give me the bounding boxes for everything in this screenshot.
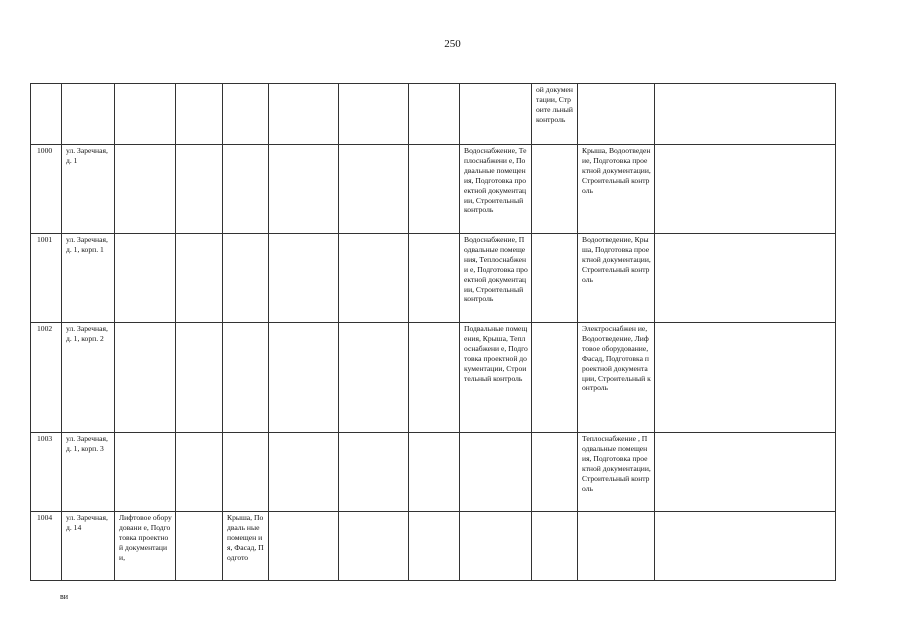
table-cell xyxy=(460,433,532,512)
table-cell xyxy=(176,512,223,581)
table-cell xyxy=(339,84,409,145)
repair-schedule-table xyxy=(30,83,836,581)
table-cell: Крыша, Подваль ные помещен ия, Фасад, Подгото xyxy=(223,512,269,581)
table-cell xyxy=(409,234,460,323)
table-cell: Водоотведение, Крыша, Подготовка проектной документации, Строительный контроль xyxy=(578,234,655,323)
table-cell xyxy=(176,84,223,145)
table-cell xyxy=(409,512,460,581)
table-cell xyxy=(176,234,223,323)
table-cell xyxy=(409,323,460,433)
table-cell: Водоснабжение, Теплоснабжени е, Подвальные помещения, Подготовка проектной документации, Строительный контроль xyxy=(460,145,532,234)
table-cell xyxy=(339,323,409,433)
row-number: 1003 xyxy=(31,433,62,512)
table-row xyxy=(31,433,836,512)
table-cell xyxy=(176,433,223,512)
table-cell xyxy=(269,433,339,512)
table-cell xyxy=(532,512,578,581)
table-cell xyxy=(655,234,836,323)
table-cell xyxy=(115,84,176,145)
table-cell xyxy=(578,84,655,145)
table-cell: Лифтовое оборудовани е, Подготовка проектной документаци и, xyxy=(115,512,176,581)
table-cell xyxy=(223,433,269,512)
table-cell xyxy=(655,145,836,234)
table-cell xyxy=(269,84,339,145)
address-cell: ул. Заречная, д. 1 xyxy=(62,145,115,234)
table-cell xyxy=(269,512,339,581)
table-cell: Водоснабжение, Подвальные помещения, Теплоснабжени е, Подготовка проектной документации, Строительный контроль xyxy=(460,234,532,323)
table-cell xyxy=(223,145,269,234)
table-cell xyxy=(655,433,836,512)
table-cell xyxy=(532,323,578,433)
table-row xyxy=(31,145,836,234)
table-row xyxy=(31,323,836,433)
row-number: 1000 xyxy=(31,145,62,234)
page-number: 250 xyxy=(444,38,461,50)
table-cell xyxy=(339,145,409,234)
table-cell xyxy=(115,433,176,512)
table-cell xyxy=(176,323,223,433)
table-cell xyxy=(176,145,223,234)
table-cell xyxy=(532,234,578,323)
table-cell xyxy=(532,433,578,512)
footnote-text: ви xyxy=(60,592,69,601)
table-cell xyxy=(269,145,339,234)
table-cell xyxy=(223,323,269,433)
table-cell xyxy=(460,84,532,145)
table-cell xyxy=(62,84,115,145)
table-row xyxy=(31,234,836,323)
table-cell xyxy=(460,512,532,581)
table-row xyxy=(31,512,836,581)
table-cell: Теплоснабжение , Подвальные помещения, Подготовка проектной документации, Строительный контроль xyxy=(578,433,655,512)
table-cell xyxy=(115,234,176,323)
table-cell xyxy=(578,512,655,581)
continuation-row xyxy=(31,84,836,145)
table-cell xyxy=(115,323,176,433)
table-cell: Крыша, Водоотведение, Подготовка проектной документации, Строительный контроль xyxy=(578,145,655,234)
table-cell xyxy=(223,84,269,145)
table-cell xyxy=(339,234,409,323)
row-number: 1001 xyxy=(31,234,62,323)
row-number: 1004 xyxy=(31,512,62,581)
table-cell xyxy=(115,145,176,234)
table-cell: ой докумен тации, Строите льный контроль xyxy=(532,84,578,145)
table-cell xyxy=(409,84,460,145)
table-cell xyxy=(655,512,836,581)
table-cell xyxy=(655,84,836,145)
table-cell xyxy=(269,323,339,433)
address-cell: ул. Заречная, д. 1, корп. 1 xyxy=(62,234,115,323)
address-cell: ул. Заречная, д. 14 xyxy=(62,512,115,581)
table-cell xyxy=(655,323,836,433)
table-cell: Подвальные помещения, Крыша, Теплоснабжени е, Подготовка проектной документации, Строительный контроль xyxy=(460,323,532,433)
table-cell xyxy=(223,234,269,323)
table-cell xyxy=(409,433,460,512)
table-cell xyxy=(532,145,578,234)
table-cell: Электроснабжен ие, Водоотведение, Лифтовое оборудование, Фасад, Подготовка проектной документации, Строительный контроль xyxy=(578,323,655,433)
address-cell: ул. Заречная, д. 1, корп. 2 xyxy=(62,323,115,433)
table-cell xyxy=(339,512,409,581)
address-cell: ул. Заречная, д. 1, корп. 3 xyxy=(62,433,115,512)
table-cell xyxy=(31,84,62,145)
row-number: 1002 xyxy=(31,323,62,433)
table-cell xyxy=(269,234,339,323)
table-cell xyxy=(339,433,409,512)
table-cell xyxy=(409,145,460,234)
